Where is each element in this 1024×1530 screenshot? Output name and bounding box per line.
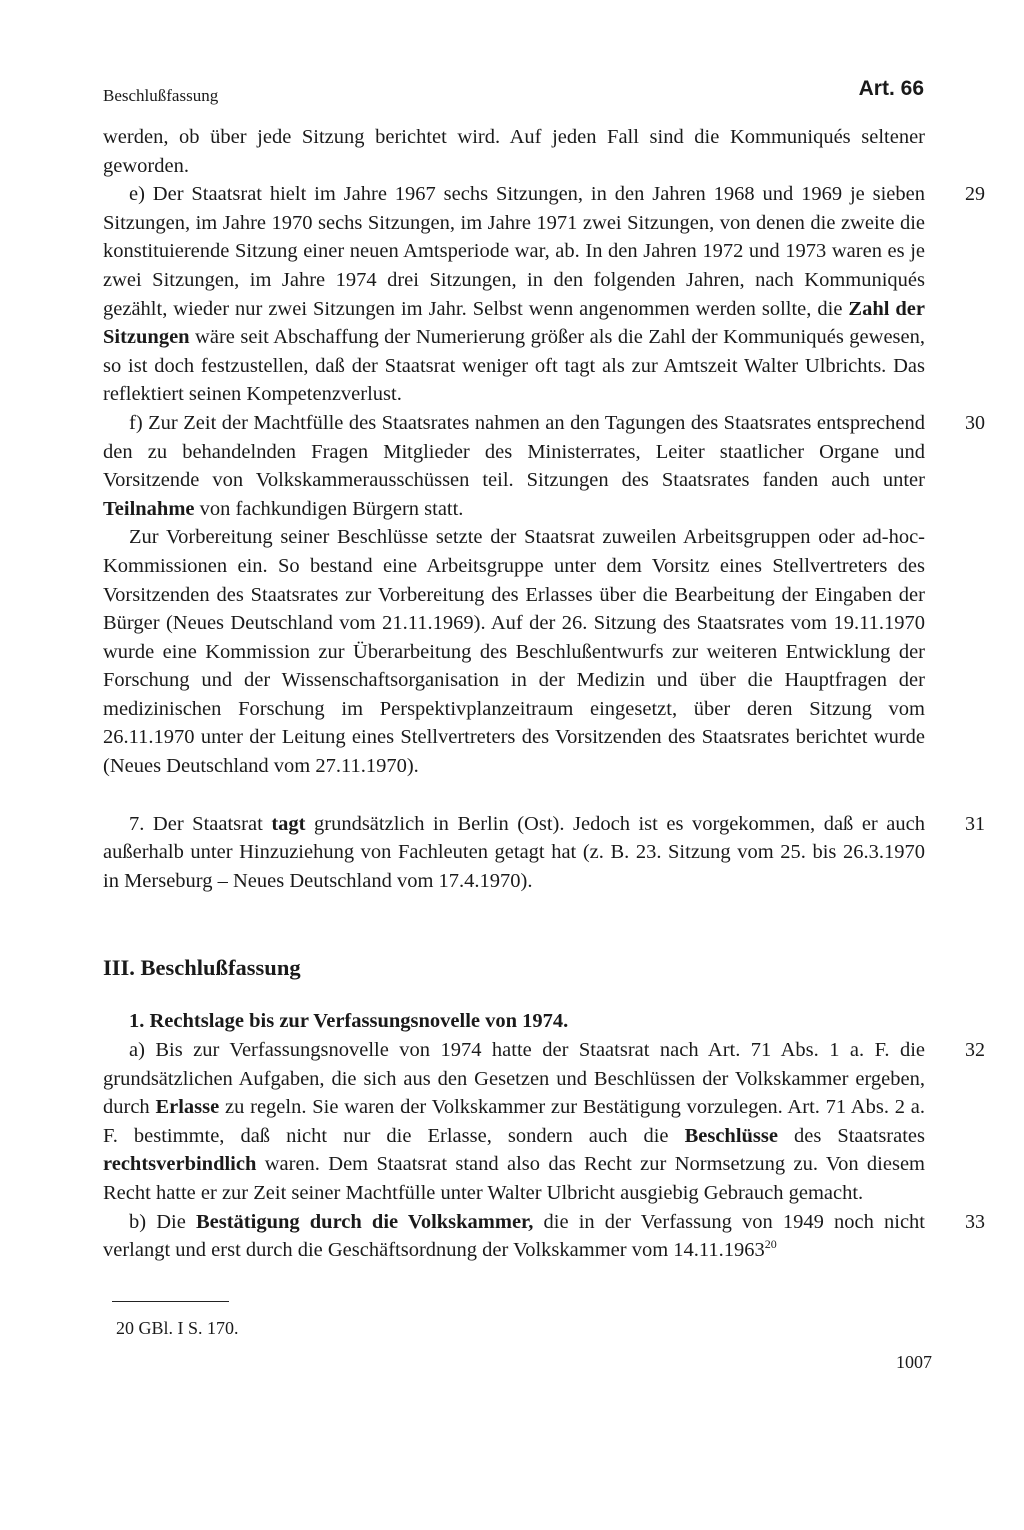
body-text (103, 123, 985, 1265)
margin-number-29: 29 (965, 183, 985, 206)
section-heading: III. Beschlußfassung (103, 955, 301, 981)
bold-term-erlasse: Erlasse (155, 1096, 220, 1119)
margin-number-32: 32 (965, 1039, 985, 1062)
bold-term-teilnahme: Teilnahme (103, 497, 195, 520)
footnote-rule (112, 1301, 229, 1302)
page-number: 1007 (896, 1352, 932, 1372)
subheading: 1. Rechtslage bis zur Verfassungsnovelle von 1974. (129, 1010, 569, 1033)
bold-term-beschluesse: Beschlüsse (684, 1124, 778, 1147)
footnote: 20 GBl. I S. 170. (116, 1318, 239, 1338)
bold-term-tagt: tagt (271, 812, 306, 835)
running-head: Beschlußfassung (103, 86, 219, 105)
paragraph-f: 30 f) Zur Zeit der Machtfülle des Staatsrates nahmen an den Tagungen des Staatsrates entsprechend den zu behandelnden Fragen Mitglieder des Ministerrates, Leiter staatlicher Organe und Vorsitzende von Volkskammerausschüssen teil. Sitzungen des Staatsrates fanden auch unter Teilnahme von fachkundigen Bürgern statt. (103, 409, 925, 523)
paragraph-e: 29 e) Der Staatsrat hielt im Jahre 1967 sechs Sitzungen, in den Jahren 1968 und 1969 je sieben Sitzungen, im Jahre 1970 sechs Sitzungen, im Jahre 1971 zwei Sitzungen, von denen die zweite die konstituierende Sitzung einer neuen Amtsperiode war, ab. In den Jahren 1972 und 1973 waren es je zwei Sitzungen, im Jahre 1974 drei Sitzungen, in den folgenden Jahren, nach Kommuniqués gezählt, wieder nur zwei Sitzungen im Jahr. Selbst wenn angenommen werden sollte, die Zahl der Sitzungen wäre seit Abschaffung der Numerierung größer als die Zahl der Kommuniqués gewesen, so ist doch festzustellen, daß der Staatsrat weniger oft tagt als zur Amtszeit Walter Ulbrichts. Das reflektiert seinen Kompetenzverlust. (103, 180, 925, 409)
bold-term-bestaetigung: Bestätigung durch die Volkskammer, (195, 1210, 534, 1233)
bold-term-rechtsverbindlich: rechtsverbindlich (103, 1153, 257, 1176)
margin-number-30: 30 (965, 411, 985, 434)
bold-term-zahl-der-sitzungen: Zahl der Sitzungen (103, 297, 925, 349)
margin-number-31: 31 (965, 812, 985, 835)
paragraph-a: 32 a) Bis zur Verfassungsnovelle von 1974 hatte der Staatsrat nach Art. 71 Abs. 1 a. F. die grundsätzlichen Aufgaben, die sich aus den Gesetzen und Beschlüssen der Volkskammer ergeben, durch Erlasse zu regeln. Sie waren der Volkskammer zur Bestätigung vorzulegen. Art. 71 Abs. 2 a. F. bestimmte, daß nicht nur die Erlasse, sondern auch die Beschlüsse des Staatsrates rechtsverbindlich waren. Dem Staatsrat stand also das Recht zur Normsetzung zu. Von diesem Recht hatte er zur Zeit seiner Machtfülle unter Walter Ulbricht ausgiebig Gebrauch gemacht. (103, 1036, 925, 1208)
paragraph-continuation: werden, ob über jede Sitzung berichtet wird. Auf jeden Fall sind die Kommuniqués seltener geworden. (103, 126, 925, 177)
paragraph-7: 31 7. Der Staatsrat tagt grundsätzlich in Berlin (Ost). Jedoch ist es vorgekommen, daß er auch außerhalb unter Hinzuziehung von Fachleuten getagt hat (z. B. 23. Sitzung vom 25. bis 26.3.1970 in Merseburg – Neues Deutschland vom 17.4.1970). (103, 810, 925, 896)
footnote-marker: 20 (764, 1237, 777, 1252)
margin-number-33: 33 (965, 1210, 985, 1233)
paragraph-b: 33 b) Die Bestätigung durch die Volkskammer, die in der Verfassung von 1949 noch nicht verlangt und erst durch die Geschäftsordnung der Volkskammer vom 14.11.1963$^{20}$ (103, 1208, 925, 1265)
paragraph-arbeitsgruppen: Zur Vorbereitung seiner Beschlüsse setzte der Staatsrat zuweilen Arbeitsgruppen oder ad-hoc-Kommissionen ein. So bestand eine Arbeitsgruppe unter dem Vorsitz eines Stellvertreters des Vorsitzenden des Staatsrates zur Vorbereitung des Erlasses über die Bearbeitung der Eingaben der Bürger (Neues Deutschland vom 21.11.1969). Auf der 26. Sitzung des Staatsrates vom 19.11.1970 wurde eine Kommission zur Überarbeitung des Beschlußentwurfs zur weiteren Entwicklung der Forschung und der Wissenschaftsorganisation in der Medizin und über die Hauptfragen der medizinischen Forschung im Perspektivplanzeitraum eingesetzt, über deren Sitzung vom 26.11.1970 unter der Leitung eines Stellvertreters des Vorsitzenden des Staatsrates berichtet wurde (Neues Deutschland vom 27.11.1970). (103, 526, 925, 778)
article-label: Art. 66 (858, 77, 924, 100)
